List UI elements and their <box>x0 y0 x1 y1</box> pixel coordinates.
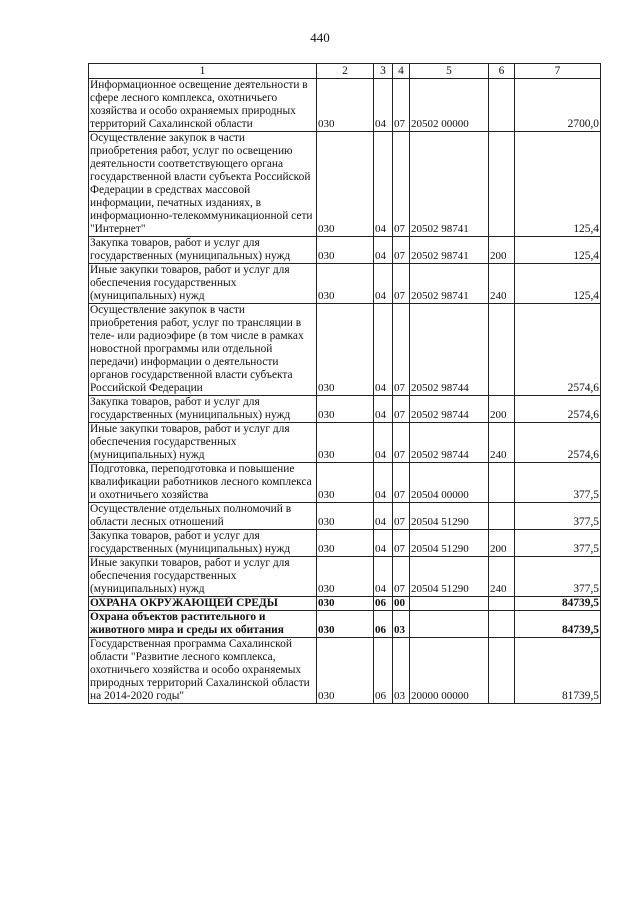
row-ministry-code: 030 <box>317 304 374 396</box>
table-row <box>89 530 601 557</box>
row-section-code: 04 <box>374 264 393 304</box>
row-description: Осуществление закупок в части приобретения работ, услуг по трансляции в теле- или радиоэфире (в том числе в рамках новостной программы или отдельной передачи) информации о деятельности органов государственной власти субъекта Российской Федерации <box>89 304 317 396</box>
row-target-article <box>410 597 489 611</box>
table-row <box>89 557 601 597</box>
row-ministry-code: 030 <box>317 79 374 132</box>
row-subsection-code: 07 <box>393 237 410 264</box>
row-amount: 2574,6 <box>515 304 601 396</box>
row-subsection-code: 07 <box>393 530 410 557</box>
row-target-article: 20502 98744 <box>410 396 489 423</box>
row-target-article <box>410 611 489 638</box>
row-expense-type <box>489 463 515 503</box>
row-section-code: 04 <box>374 396 393 423</box>
row-subsection-code: 07 <box>393 557 410 597</box>
column-header: 5 <box>410 64 489 79</box>
row-description: Государственная программа Сахалинской области "Развитие лесного комплекса, охотничьего хозяйства и особо охраняемых природных территорий Сахалинской области на 2014-2020 годы" <box>89 638 317 704</box>
row-ministry-code: 030 <box>317 264 374 304</box>
row-expense-type: 240 <box>489 557 515 597</box>
row-section-code: 06 <box>374 638 393 704</box>
row-description: Иные закупки товаров, работ и услуг для обеспечения государственных (муниципальных) нужд <box>89 423 317 463</box>
row-expense-type <box>489 304 515 396</box>
table-row <box>89 611 601 638</box>
row-target-article: 20504 51290 <box>410 557 489 597</box>
row-target-article: 20502 98744 <box>410 423 489 463</box>
row-expense-type <box>489 503 515 530</box>
row-expense-type: 200 <box>489 396 515 423</box>
row-description: Закупка товаров, работ и услуг для государственных (муниципальных) нужд <box>89 530 317 557</box>
row-ministry-code: 030 <box>317 597 374 611</box>
row-amount: 2700,0 <box>515 79 601 132</box>
row-amount: 81739,5 <box>515 638 601 704</box>
row-target-article: 20504 00000 <box>410 463 489 503</box>
row-ministry-code: 030 <box>317 463 374 503</box>
row-expense-type: 200 <box>489 530 515 557</box>
row-section-code: 04 <box>374 79 393 132</box>
column-header: 6 <box>489 64 515 79</box>
row-description: Подготовка, переподготовка и повышение квалификации работников лесного комплекса и охотничьего хозяйства <box>89 463 317 503</box>
row-amount: 84739,5 <box>515 611 601 638</box>
row-expense-type <box>489 79 515 132</box>
row-target-article: 20504 51290 <box>410 503 489 530</box>
row-amount: 377,5 <box>515 463 601 503</box>
row-target-article: 20502 00000 <box>410 79 489 132</box>
row-expense-type <box>489 611 515 638</box>
row-description: Охрана объектов растительного и животного мира и среды их обитания <box>89 611 317 638</box>
row-ministry-code: 030 <box>317 132 374 237</box>
row-description: ОХРАНА ОКРУЖАЮЩЕЙ СРЕДЫ <box>89 597 317 611</box>
row-amount: 125,4 <box>515 237 601 264</box>
row-target-article: 20000 00000 <box>410 638 489 704</box>
row-target-article: 20502 98741 <box>410 264 489 304</box>
row-subsection-code: 07 <box>393 79 410 132</box>
table-row <box>89 463 601 503</box>
row-amount: 125,4 <box>515 132 601 237</box>
row-ministry-code: 030 <box>317 237 374 264</box>
row-ministry-code: 030 <box>317 557 374 597</box>
row-subsection-code: 00 <box>393 597 410 611</box>
row-amount: 377,5 <box>515 503 601 530</box>
table-body <box>89 79 601 704</box>
row-ministry-code: 030 <box>317 423 374 463</box>
row-section-code: 04 <box>374 304 393 396</box>
row-subsection-code: 07 <box>393 503 410 530</box>
row-expense-type <box>489 638 515 704</box>
column-header: 3 <box>374 64 393 79</box>
row-subsection-code: 03 <box>393 638 410 704</box>
row-description: Иные закупки товаров, работ и услуг для обеспечения государственных (муниципальных) нужд <box>89 264 317 304</box>
row-section-code: 04 <box>374 237 393 264</box>
table-row <box>89 264 601 304</box>
row-ministry-code: 030 <box>317 396 374 423</box>
row-amount: 377,5 <box>515 557 601 597</box>
row-subsection-code: 07 <box>393 423 410 463</box>
row-section-code: 04 <box>374 463 393 503</box>
row-section-code: 04 <box>374 423 393 463</box>
row-target-article: 20504 51290 <box>410 530 489 557</box>
row-description: Закупка товаров, работ и услуг для государственных (муниципальных) нужд <box>89 396 317 423</box>
budget-table <box>88 63 601 704</box>
row-expense-type: 240 <box>489 423 515 463</box>
row-ministry-code: 030 <box>317 638 374 704</box>
row-section-code: 04 <box>374 530 393 557</box>
row-target-article: 20502 98744 <box>410 304 489 396</box>
row-amount: 377,5 <box>515 530 601 557</box>
row-target-article: 20502 98741 <box>410 132 489 237</box>
row-subsection-code: 03 <box>393 611 410 638</box>
table-row <box>89 503 601 530</box>
row-expense-type: 240 <box>489 264 515 304</box>
column-header: 2 <box>317 64 374 79</box>
row-section-code: 06 <box>374 597 393 611</box>
row-ministry-code: 030 <box>317 503 374 530</box>
table-header-row <box>89 64 601 79</box>
table-row <box>89 638 601 704</box>
row-subsection-code: 07 <box>393 304 410 396</box>
row-description: Информационное освещение деятельности в сфере лесного комплекса, охотничьего хозяйства и особо охраняемых природных территорий Сахалинской области <box>89 79 317 132</box>
row-ministry-code: 030 <box>317 611 374 638</box>
row-section-code: 04 <box>374 503 393 530</box>
row-section-code: 04 <box>374 132 393 237</box>
column-header: 1 <box>89 64 317 79</box>
row-amount: 84739,5 <box>515 597 601 611</box>
row-section-code: 06 <box>374 611 393 638</box>
table-row <box>89 304 601 396</box>
row-subsection-code: 07 <box>393 463 410 503</box>
table-row <box>89 597 601 611</box>
row-description: Осуществление закупок в части приобретения работ, услуг по освещению деятельности соответствующего органа государственной власти субъекта Российской Федерации в средствах массовой информации, печатных изданиях, в информационно-телекоммуникационной сети "Интернет" <box>89 132 317 237</box>
row-subsection-code: 07 <box>393 264 410 304</box>
row-subsection-code: 07 <box>393 132 410 237</box>
row-amount: 125,4 <box>515 264 601 304</box>
row-expense-type <box>489 597 515 611</box>
page-number: 440 <box>310 30 330 45</box>
row-subsection-code: 07 <box>393 396 410 423</box>
row-description: Закупка товаров, работ и услуг для государственных (муниципальных) нужд <box>89 237 317 264</box>
row-expense-type <box>489 132 515 237</box>
table-row <box>89 79 601 132</box>
row-section-code: 04 <box>374 557 393 597</box>
row-expense-type: 200 <box>489 237 515 264</box>
row-description: Иные закупки товаров, работ и услуг для обеспечения государственных (муниципальных) нужд <box>89 557 317 597</box>
table-row <box>89 132 601 237</box>
column-header: 4 <box>393 64 410 79</box>
column-header: 7 <box>515 64 601 79</box>
table-row <box>89 423 601 463</box>
table-row <box>89 396 601 423</box>
table-row <box>89 237 601 264</box>
row-target-article: 20502 98741 <box>410 237 489 264</box>
row-ministry-code: 030 <box>317 530 374 557</box>
row-description: Осуществление отдельных полномочий в области лесных отношений <box>89 503 317 530</box>
row-amount: 2574,6 <box>515 396 601 423</box>
row-amount: 2574,6 <box>515 423 601 463</box>
